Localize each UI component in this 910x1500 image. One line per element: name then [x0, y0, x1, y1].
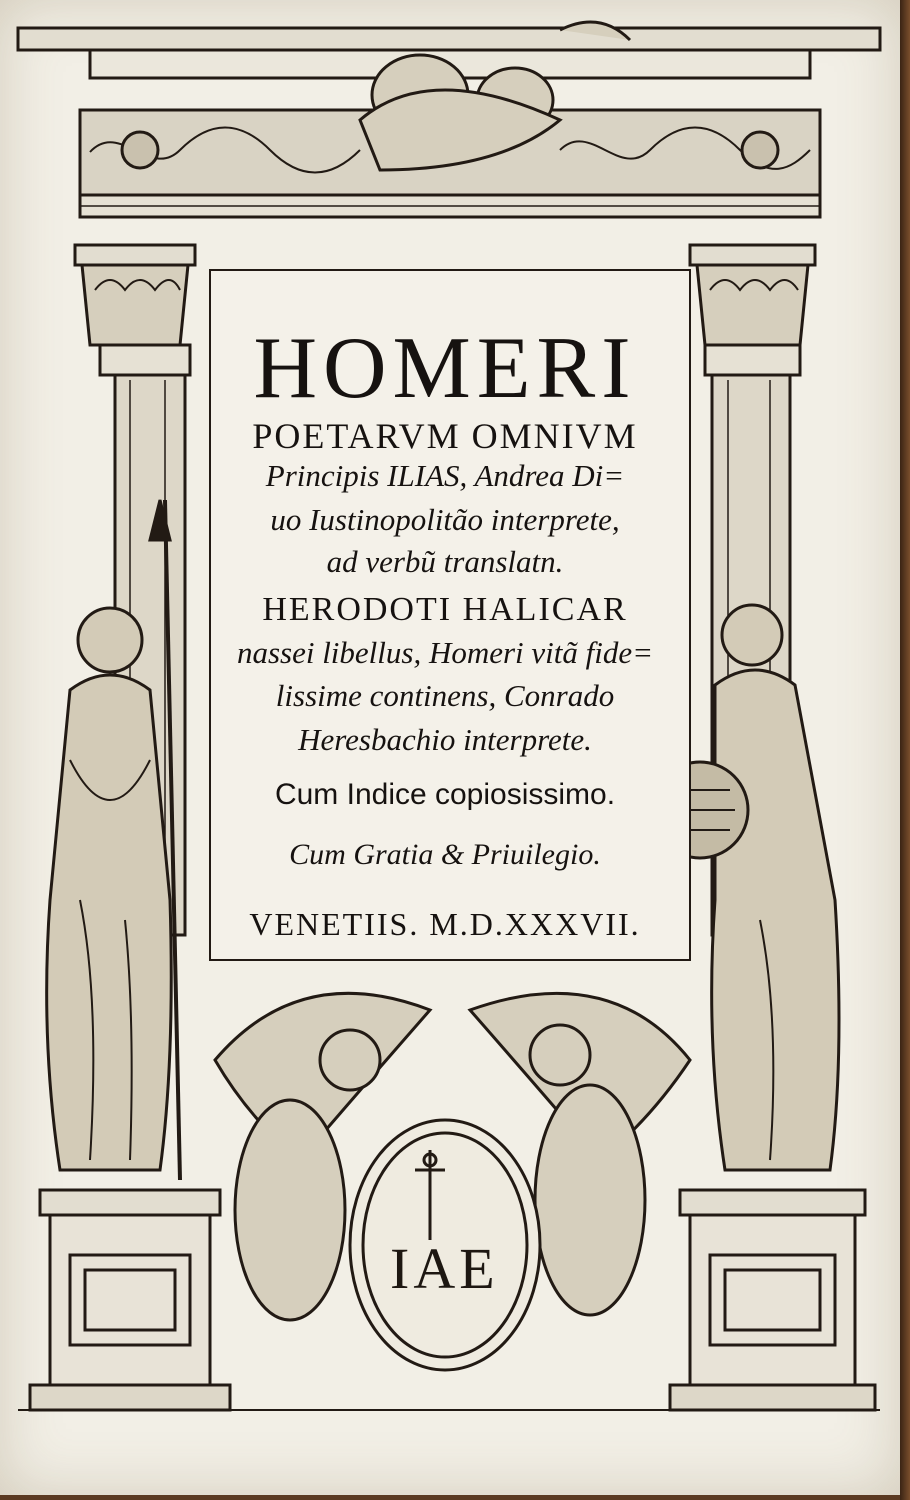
text-line: Principis ILIAS, Andrea Di= [265, 458, 625, 493]
printer-device-icon [390, 1235, 499, 1302]
text-line: lissime continens, Conrado [275, 678, 615, 713]
text-line: uo Iustinopolitão interprete, [270, 502, 620, 537]
right-pedestal [670, 1190, 875, 1410]
imprint: VENETIIS. M.D.XXXVII. [249, 906, 641, 942]
text-line: Heresbachio interprete. [298, 722, 592, 757]
printer-monogram: IAE [390, 1236, 499, 1301]
left-pedestal [30, 1190, 230, 1410]
text-line: nassei libellus, Homeri vitã fide= [236, 635, 654, 670]
book-title: HOMERI [253, 320, 637, 417]
privilege-note: Cum Gratia & Priuilegio. [289, 838, 601, 871]
second-work-title: HERODOTI HALICAR [262, 591, 628, 628]
index-note: Cum Indice copiosissimo. [274, 778, 616, 811]
subtitle-line: POETARVM OMNIVM [252, 416, 638, 456]
text-line: ad verbũ translatn. [326, 544, 564, 579]
book-edge [900, 0, 910, 1500]
